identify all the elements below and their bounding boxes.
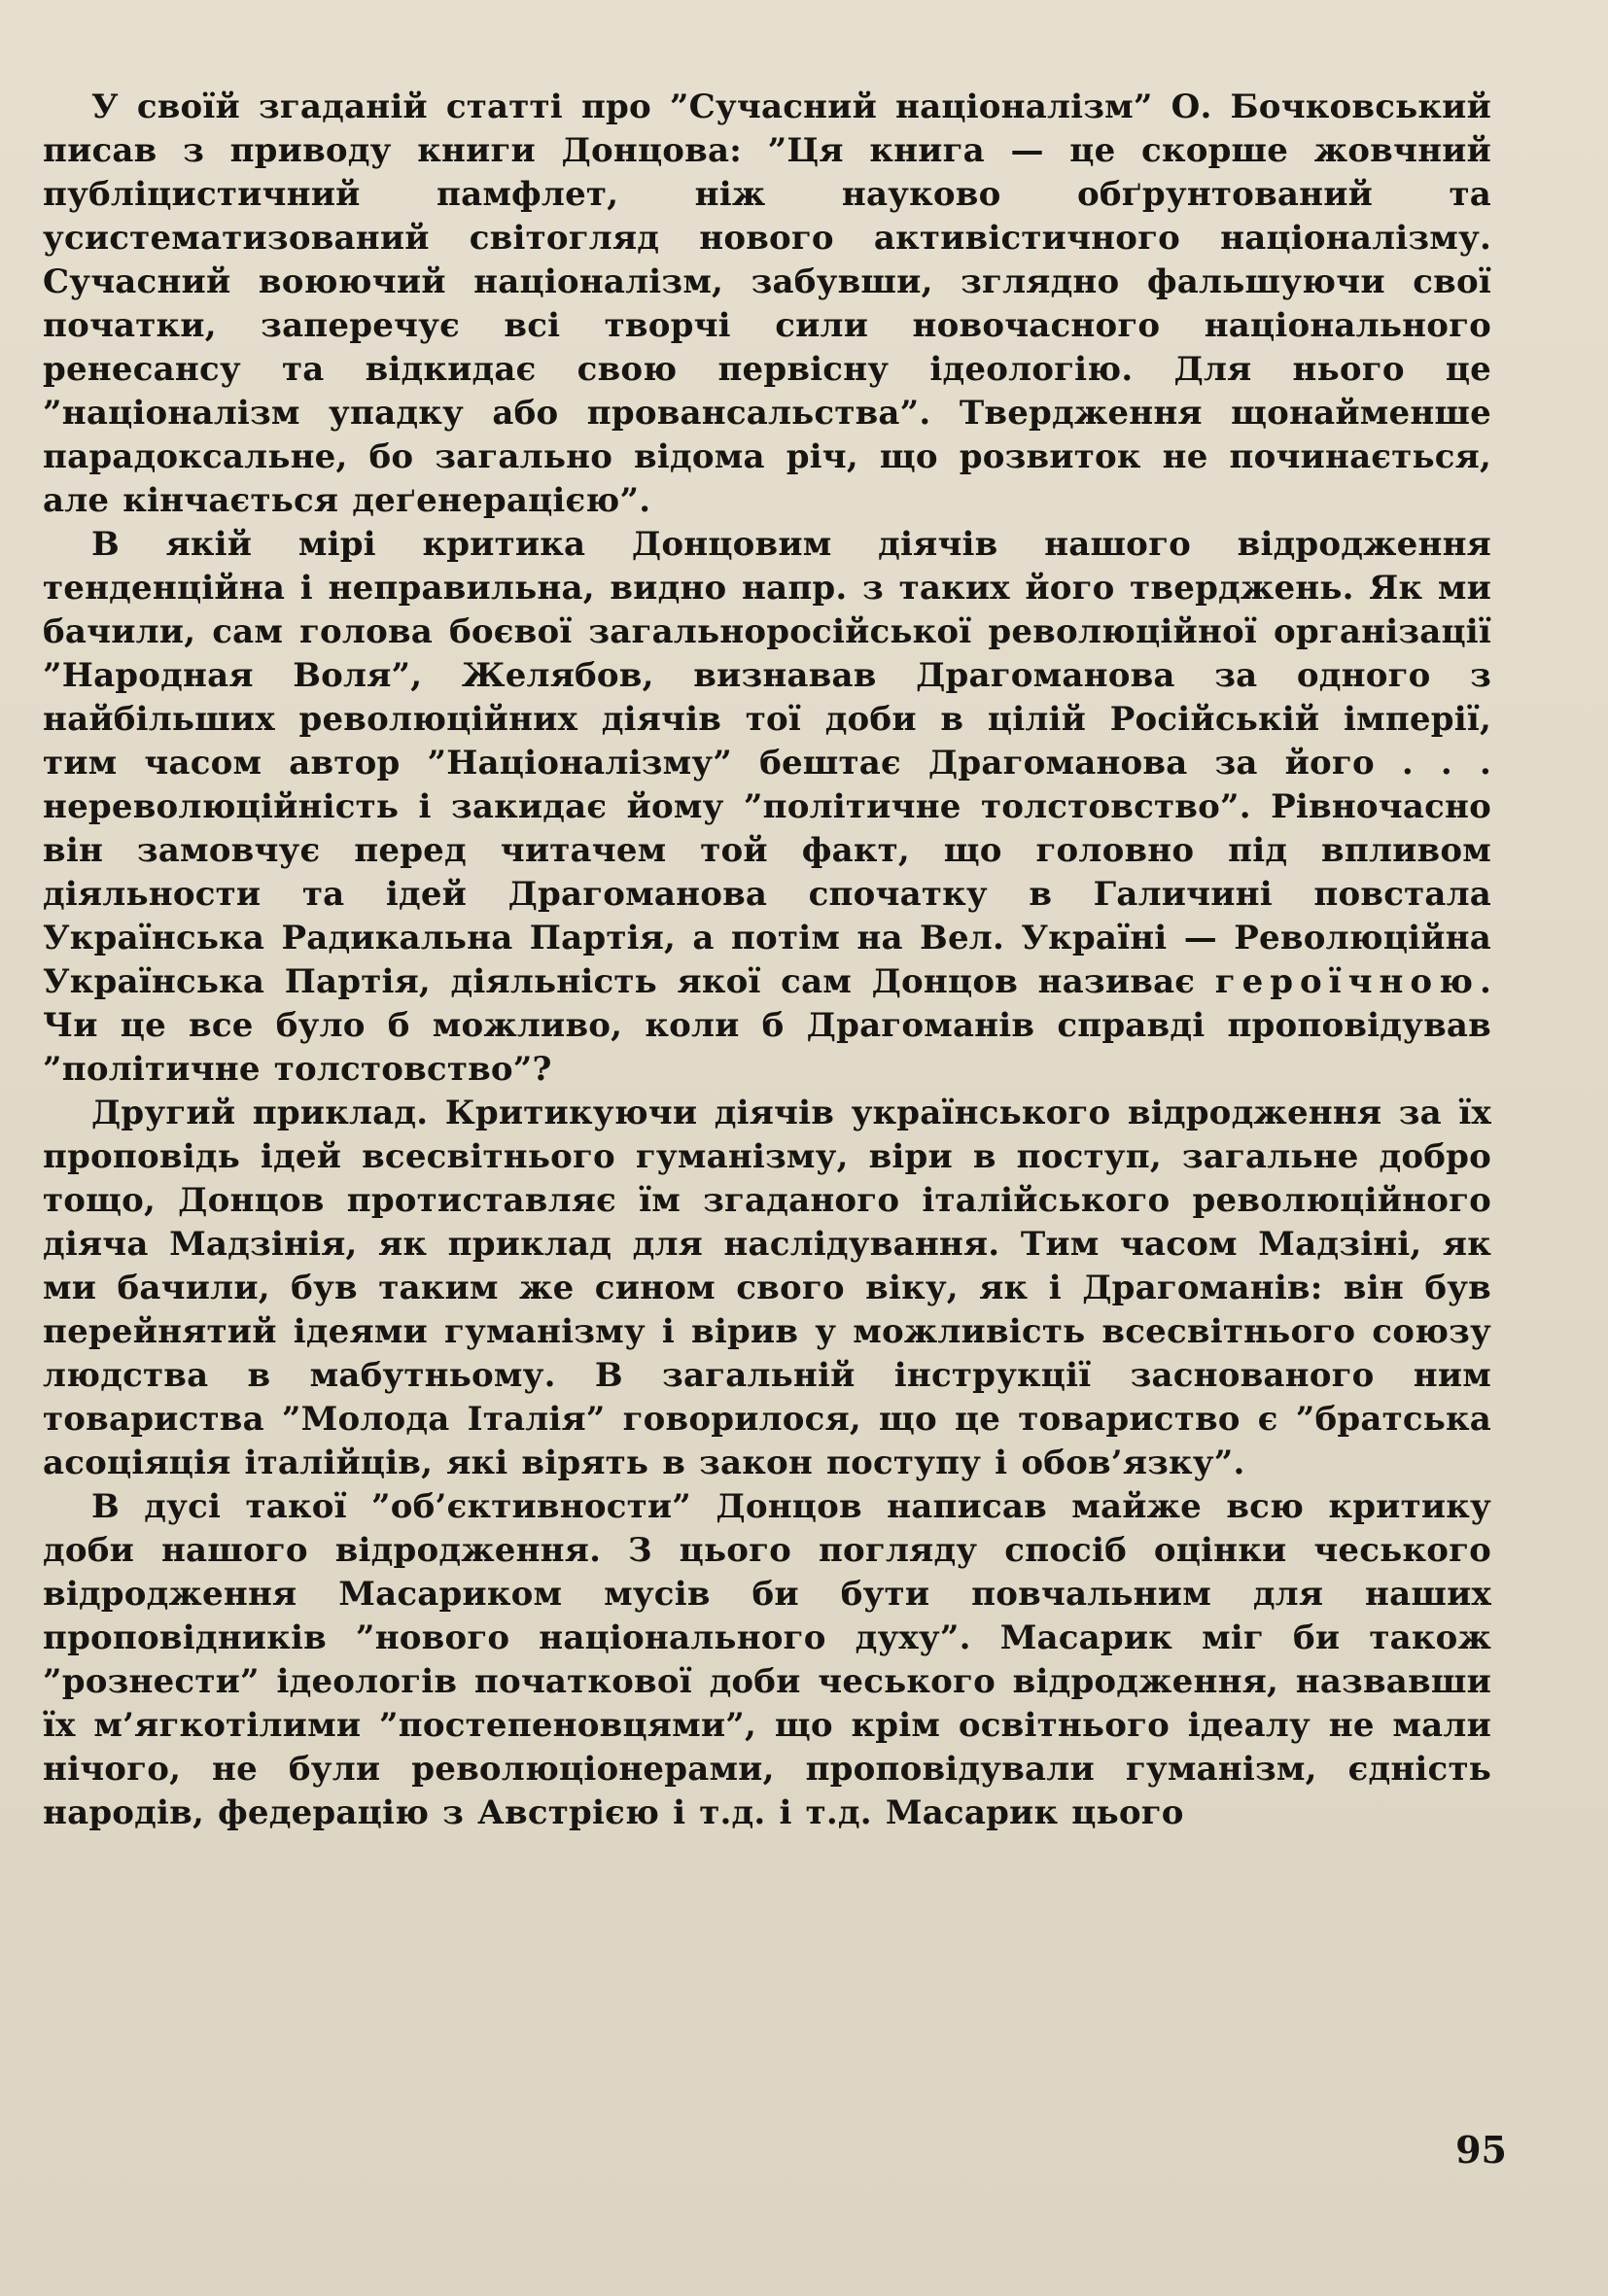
paragraph-4: В дусі такої ”об’єктивности” Донцов написав майже всю критику доби нашого відродження. З цього погляду спосіб оцінки чеського відродження Масариком мусів би бути повчальним для наших проповідників ”нового національного духу”. Масарик міг би також ”рознести” ідеологів початкової доби чеського відродження, назвавши їх м’ягкотілими ”постепеновцями”, що крім освітнього ідеалу не мали нічого, не були революціонерами, проповідували гуманізм, єдність народів, федерацію з Австрією і т.д. і т.д. Масарик цього bbox=[43, 1487, 1491, 1832]
body-text bbox=[43, 86, 1491, 1835]
paragraph-1: У своїй згаданій статті про ”Сучасний націоналізм” О. Бочковський писав з приводу книги Донцова: ”Ця книга — це скорше жовчний публіцистичний памфлет, ніж науково обґрунтований та усистематизований світогляд нового активістичного націоналізму. Сучасний воюючий націоналізм, забувши, зглядно фальшуючи свої початки, заперечує всі творчі сили новочасного національного ренесансу та відкидає свою первісну ідеологію. Для нього це ”націоналізм упадку або провансальства”. Твердження щонайменше парадоксальне, бо загально відома річ, що розвиток не починається, але кінчається деґенерацією”. bbox=[43, 87, 1491, 520]
page-number: 95 bbox=[1455, 2128, 1507, 2172]
paragraph-2-text-after: . Чи це все було б можливо, коли б Драгоманів справді проповідував ”політичне толстовство”? bbox=[43, 962, 1491, 1089]
paragraph-3: Другий приклад. Критикуючи діячів українського відродження за їх проповідь ідей всесвітнього гуманізму, віри в поступ, загальне добро тощо, Донцов протиставляє їм згаданого італійського революційного діяча Мадзінія, як приклад для наслідування. Тим часом Мадзіні, як ми бачили, був таким же сином свого віку, як і Драгоманів: він був перейнятий ідеями гуманізму і вірив у можливість всесвітнього союзу людства в мабутньому. В загальній інструкції заснованого ним товариства ”Молода Італія” говорилося, що це товариство є ”братська асоціяція італійців, які вірять в закон поступу і обов’язку”. bbox=[43, 1094, 1491, 1482]
paragraph-2-text-before: В якій мірі критика Донцовим діячів нашого відродження тенденційна і неправильна, видно напр. з таких його тверджень. Як ми бачили, сам голова боєвої загальноросійської революційної організації ”Народная Воля”, Желябов, визнавав Драгоманова за одного з найбільших революційних діячів тої доби в цілій Російській імперії, тим часом автор ”Націоналізму” бештає Драгоманова за його . . . нереволюційність і закидає йому ”політичне толстовство”. Рівночасно він замовчує перед читачем той факт, що головно під впливом діяльности та ідей Драгоманова спочатку в Галичині повстала Українська Радикальна Партія, а потім на Вел. Україні — Революційна Українська Партія, діяльність якої сам Донцов називає bbox=[43, 525, 1491, 1001]
paragraph-2 bbox=[43, 523, 1491, 1092]
emphasized-word: героїчною bbox=[1214, 962, 1480, 1001]
